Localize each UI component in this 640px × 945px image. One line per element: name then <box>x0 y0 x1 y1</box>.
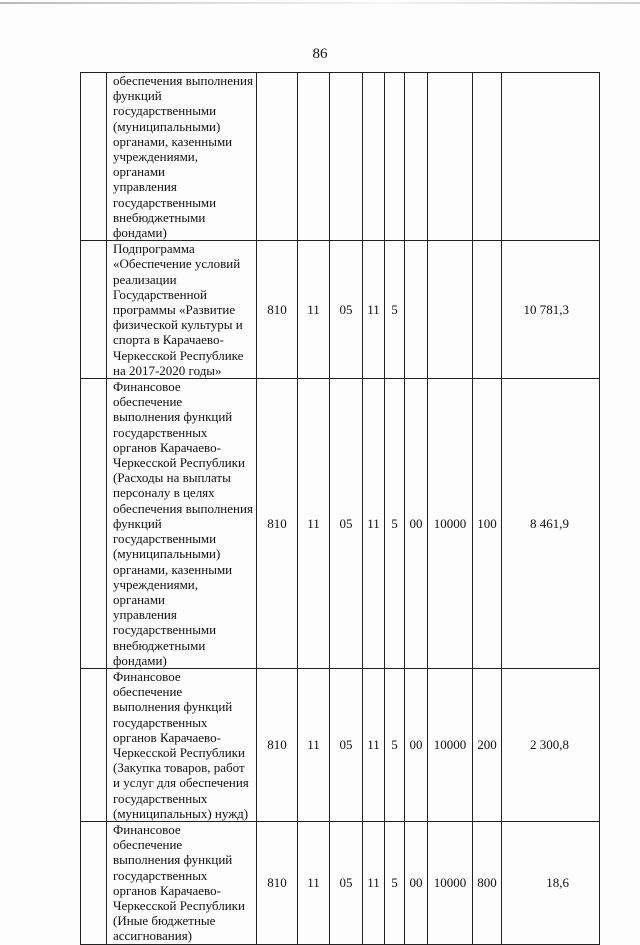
ministry-code-cell: 810 <box>257 668 298 821</box>
subprogram-code-cell: 5 <box>385 241 405 379</box>
row-number-cell <box>81 73 107 241</box>
ministry-code-cell: 810 <box>257 821 298 944</box>
amount-cell: 18,6 <box>502 821 600 944</box>
ministry-code-cell: 810 <box>257 379 298 669</box>
amount-cell: 2 300,8 <box>502 668 600 821</box>
description-text: обеспечения выполнения функций государственными (муниципальными) органами, казенными учреждениями, органами управления государственными внебюджетными фондами) <box>113 73 253 241</box>
amount-cell <box>502 73 600 241</box>
amount-cell: 10 781,3 <box>502 241 600 379</box>
program-code-cell <box>363 73 385 241</box>
description-cell <box>107 241 257 379</box>
description-text: Подпрограмма «Обеспечение условий реализации Государственной программы «Развитие физической культуры и спорта в Карачаево- Черкесской Республике на 2017-2020 годы» <box>113 241 244 378</box>
table-row <box>81 668 600 821</box>
direction-code-cell: 10000 <box>428 668 473 821</box>
budget-table <box>80 72 600 945</box>
table-row <box>81 73 600 241</box>
row-number-cell <box>81 379 107 669</box>
description-text: Финансовое обеспечение выполнения функций государственных органов Карачаево- Черкесской Республики (Закупка товаров, работ и услуг для обеспечения государственных (муниципальных) нужд) <box>113 668 249 821</box>
table-row <box>81 379 600 669</box>
direction-code-cell <box>428 73 473 241</box>
expense-type-cell: 800 <box>473 821 502 944</box>
subprogram-code-cell: 5 <box>385 821 405 944</box>
program-code-cell: 11 <box>363 821 385 944</box>
direction-code-cell: 10000 <box>428 821 473 944</box>
subprogram-code-cell: 5 <box>385 379 405 669</box>
subsection-code-cell: 05 <box>330 241 363 379</box>
description-text: Финансовое обеспечение выполнения функций государственных органов Карачаево- Черкесской Республики (Расходы на выплаты персоналу в целях обеспечения выполнения функций государственными (муниципальными) органами, казенными учреждениями, органами управления государственными внебюджетными фондами) <box>113 379 253 668</box>
program-code-cell: 11 <box>363 241 385 379</box>
row-number-cell <box>81 241 107 379</box>
page-number: 86 <box>312 46 328 62</box>
description-cell <box>107 73 257 241</box>
program-code-cell: 11 <box>363 668 385 821</box>
ministry-code-cell: 810 <box>257 241 298 379</box>
description-cell <box>107 821 257 944</box>
expense-type-cell: 200 <box>473 668 502 821</box>
section-code-cell <box>298 73 330 241</box>
row-number-cell <box>81 821 107 944</box>
main-event-code-cell <box>405 241 428 379</box>
expense-type-cell: 100 <box>473 379 502 669</box>
subsection-code-cell <box>330 73 363 241</box>
main-event-code-cell: 00 <box>405 668 428 821</box>
scan-edge-line <box>0 2 640 4</box>
expense-type-cell <box>473 73 502 241</box>
section-code-cell: 11 <box>298 821 330 944</box>
section-code-cell: 11 <box>298 241 330 379</box>
section-code-cell: 11 <box>298 379 330 669</box>
main-event-code-cell: 00 <box>405 821 428 944</box>
description-cell <box>107 668 257 821</box>
program-code-cell: 11 <box>363 379 385 669</box>
description-cell <box>107 379 257 669</box>
main-event-code-cell <box>405 73 428 241</box>
description-text: Финансовое обеспечение выполнения функций государственных органов Карачаево- Черкесской Республики (Иные бюджетные ассигнования) <box>113 821 245 944</box>
section-code-cell: 11 <box>298 668 330 821</box>
subprogram-code-cell: 5 <box>385 668 405 821</box>
main-event-code-cell: 00 <box>405 379 428 669</box>
direction-code-cell <box>428 241 473 379</box>
ministry-code-cell <box>257 73 298 241</box>
subsection-code-cell: 05 <box>330 668 363 821</box>
expense-type-cell <box>473 241 502 379</box>
amount-cell: 8 461,9 <box>502 379 600 669</box>
direction-code-cell: 10000 <box>428 379 473 669</box>
subsection-code-cell: 05 <box>330 379 363 669</box>
table-row <box>81 241 600 379</box>
subprogram-code-cell <box>385 73 405 241</box>
row-number-cell <box>81 668 107 821</box>
table-row <box>81 821 600 944</box>
subsection-code-cell: 05 <box>330 821 363 944</box>
